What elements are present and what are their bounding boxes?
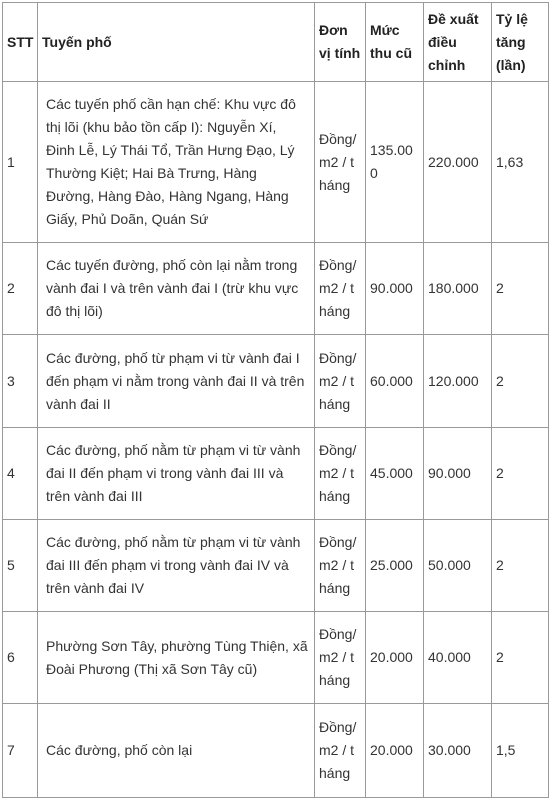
cell-new-rate: 40.000 (424, 612, 492, 704)
cell-ratio: 1,63 (492, 82, 549, 243)
cell-old-rate: 20.000 (366, 704, 424, 798)
cell-new-rate: 50.000 (424, 520, 492, 612)
cell-new-rate: 220.000 (424, 82, 492, 243)
cell-unit: Đồng/ m2 / tháng (315, 520, 366, 612)
header-new-rate: Đề xuất điều chỉnh (424, 3, 492, 82)
cell-ratio: 2 (492, 520, 549, 612)
cell-street: Các đường, phố nằm từ phạm vi từ vành đai III đến phạm vi trong vành đai IV và trên vành đai IV (38, 520, 315, 612)
header-street: Tuyến phố (38, 3, 315, 82)
header-old-rate: Mức thu cũ (366, 3, 424, 82)
table-row (3, 704, 549, 798)
cell-ratio: 2 (492, 243, 549, 335)
cell-ratio: 1,5 (492, 704, 549, 798)
table-row (3, 520, 549, 612)
cell-old-rate: 135.000 (366, 82, 424, 243)
cell-street: Các đường, phố từ phạm vi từ vành đai I đến phạm vi nằm trong vành đai II và trên vành đai II (38, 335, 315, 428)
cell-ratio: 2 (492, 335, 549, 428)
cell-unit: Đồng/ m2 / tháng (315, 428, 366, 520)
table-row (3, 82, 549, 243)
cell-ratio: 2 (492, 428, 549, 520)
cell-unit: Đồng/ m2 / tháng (315, 82, 366, 243)
cell-old-rate: 25.000 (366, 520, 424, 612)
table-row (3, 335, 549, 428)
table-row (3, 612, 549, 704)
cell-new-rate: 180.000 (424, 243, 492, 335)
cell-unit: Đồng/ m2 / tháng (315, 243, 366, 335)
header-ratio: Tỷ lệ tăng (lần) (492, 3, 549, 82)
cell-stt: 7 (3, 704, 38, 798)
cell-street: Các tuyến phố cần hạn chế: Khu vực đô thị lõi (khu bảo tồn cấp I): Nguyễn Xí, Đinh Lễ, Lý Thái Tổ, Trần Hưng Đạo, Lý Thường Kiệt; Hai Bà Trưng, Hàng Đường, Hàng Đào, Hàng Ngang, Hàng Giấy, Phủ Doãn, Quán Sứ (38, 82, 315, 243)
header-stt: STT (3, 3, 38, 82)
table-header-row (3, 3, 549, 82)
parking-fee-table (2, 2, 549, 798)
cell-new-rate: 120.000 (424, 335, 492, 428)
table-row (3, 243, 549, 335)
cell-stt: 2 (3, 243, 38, 335)
cell-stt: 4 (3, 428, 38, 520)
cell-old-rate: 20.000 (366, 612, 424, 704)
cell-stt: 5 (3, 520, 38, 612)
cell-new-rate: 90.000 (424, 428, 492, 520)
table-row (3, 428, 549, 520)
cell-stt: 6 (3, 612, 38, 704)
header-unit: Đơn vị tính (315, 3, 366, 82)
cell-new-rate: 30.000 (424, 704, 492, 798)
cell-old-rate: 60.000 (366, 335, 424, 428)
cell-street: Các đường, phố còn lại (38, 704, 315, 798)
cell-stt: 3 (3, 335, 38, 428)
cell-stt: 1 (3, 82, 38, 243)
cell-unit: Đồng/ m2 / tháng (315, 612, 366, 704)
cell-street: Các tuyến đường, phố còn lại nằm trong vành đai I và trên vành đai I (trừ khu vực đô thị lõi) (38, 243, 315, 335)
cell-old-rate: 45.000 (366, 428, 424, 520)
cell-old-rate: 90.000 (366, 243, 424, 335)
cell-ratio: 2 (492, 612, 549, 704)
cell-unit: Đồng/ m2 / tháng (315, 704, 366, 798)
cell-street: Phường Sơn Tây, phường Tùng Thiện, xã Đoài Phương (Thị xã Sơn Tây cũ) (38, 612, 315, 704)
cell-unit: Đồng/ m2 / tháng (315, 335, 366, 428)
cell-street: Các đường, phố nằm từ phạm vi từ vành đai II đến phạm vi trong vành đai III và trên vành đai III (38, 428, 315, 520)
